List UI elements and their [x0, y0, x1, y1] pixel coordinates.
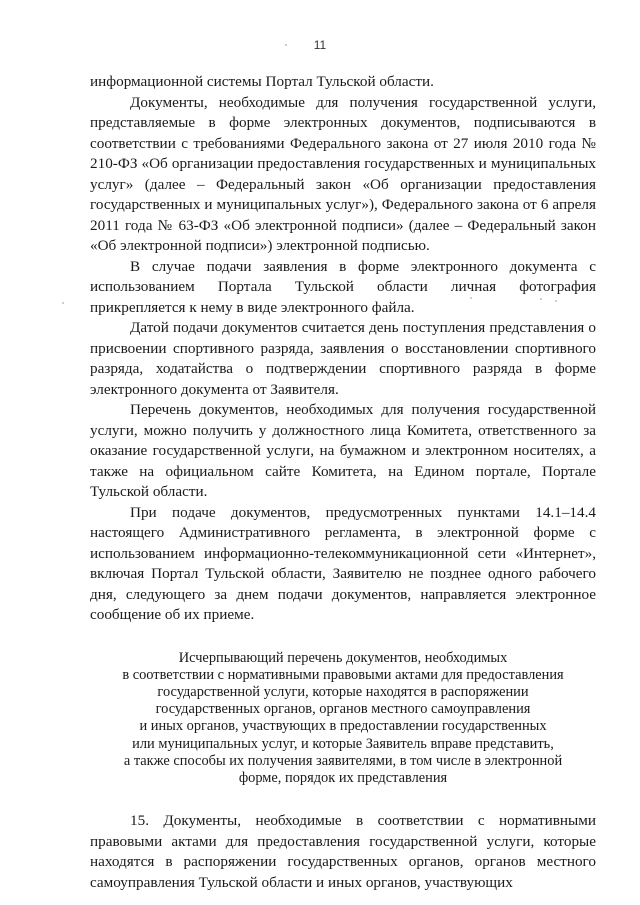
page-number: 11 [313, 38, 327, 52]
document-body [90, 72, 596, 893]
heading-line: а также способы их получения заявителями, в том числе в электронной [123, 752, 563, 769]
section-heading [90, 650, 596, 788]
scan-speck [62, 302, 64, 304]
heading-line: в соответствии с нормативными правовыми актами для предоставления [122, 666, 564, 683]
heading-line: или муниципальных услуг, и которые Заявитель вправе представить, [132, 735, 554, 752]
heading-line: Исчерпывающий перечень документов, необходимых [178, 649, 508, 666]
heading-line: государственных органов, органов местного самоуправления [155, 701, 531, 718]
paragraph-item-15: 15. Документы, необходимые в соответствии с нормативными правовыми актами для предоставления государственной услуги, которые находятся в распоряжении государственных органов, органов местного самоуправления Тульской области и иных органов, участвующих [90, 812, 596, 891]
paragraph-receipt-notice: При подаче документов, предусмотренных пунктами 14.1–14.4 настоящего Административного регламента, в электронной форме с использованием информационно-телекоммуникационной сети «Интернет», включая Портал Тульской области, Заявителю не позднее одного рабочего дня, следующего за днем подачи документов, направляется электронное сообщение об их приеме. [90, 503, 596, 623]
paragraph-photo-attachment: В случае подачи заявления в форме электронного документа с использованием Портала Тульской области личная фотография прикрепляется к нему в виде электронного файла. [90, 257, 596, 316]
scan-speck [555, 300, 557, 302]
paragraph-submission-date: Датой подачи документов считается день поступления представления о присвоении спортивного разряда, заявления о восстановлении спортивного разряда, ходатайства о подтверждении спортивного разряда в форме электронного документа от Заявителя. [90, 319, 596, 398]
heading-line: форме, порядок их представления [238, 769, 448, 786]
heading-line: государственной услуги, которые находятся в распоряжении [157, 683, 529, 700]
paragraph-documents-list: Перечень документов, необходимых для получения государственной услуги, можно получить у должностного лица Комитета, ответственного за оказание государственной услуги, на бумажном и электронном носителях, а также на официальном сайте Комитета, на Едином портале, Портале Тульской области. [90, 401, 596, 500]
scan-speck [540, 298, 542, 300]
heading-line: и иных органов, участвующих в предоставлении государственных [139, 718, 547, 735]
scan-speck [470, 297, 472, 299]
paragraph-continuation: информационной системы Портал Тульской области. [90, 73, 434, 90]
scan-speck [285, 44, 287, 46]
paragraph-electronic-signature: Документы, необходимые для получения государственной услуги, представляемые в форме электронных документов, подписываются в соответствии с требованиями Федерального закона от 27 июля 2010 года № 210-ФЗ «Об организации предоставления государственных и муниципальных услуг» (далее – Федеральный закон «Об организации предоставления государственных и муниципальных услуг»), Федерального закона от 6 апреля 2011 года № 63-ФЗ «Об электронной подписи» (далее – Федеральный закон «Об электронной подписи») электронной подписью. [90, 93, 596, 254]
